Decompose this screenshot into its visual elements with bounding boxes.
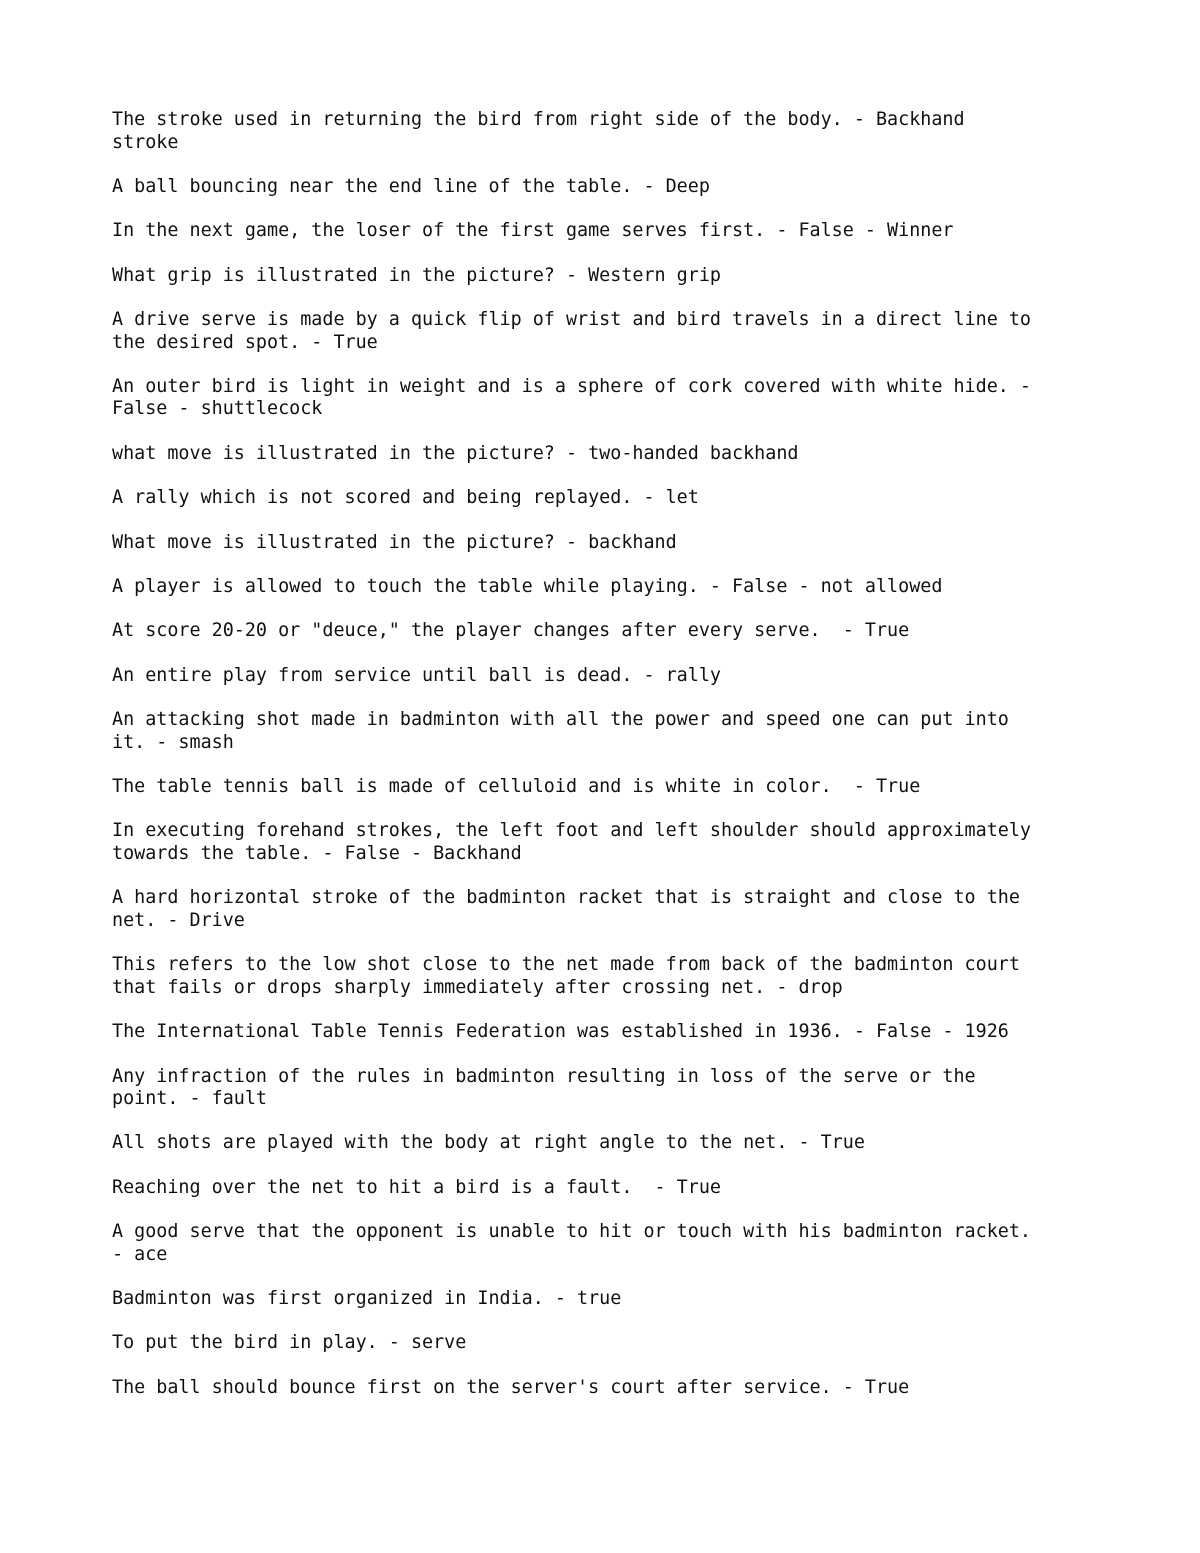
qa-entry: Reaching over the net to hit a bird is a fault. - True (112, 1176, 721, 1198)
qa-entry: In the next game, the loser of the first game serves first. - False - Winner (112, 220, 954, 242)
qa-entry: A drive serve is made by a quick flip of wrist and bird travels in a direct line to the desired spot. - True (112, 309, 1031, 353)
qa-entry: what move is illustrated in the picture? - two-handed backhand (112, 442, 799, 464)
qa-entry: All shots are played with the body at right angle to the net. - True (112, 1132, 865, 1154)
qa-entry: The table tennis ball is made of celluloid and is white in color. - True (112, 776, 921, 798)
qa-entry: This refers to the low shot close to the net made from back of the badminton court that fails or drops sharply immediately after crossing net. - drop (112, 954, 1020, 998)
qa-entry: A player is allowed to touch the table while playing. - False - not allowed (112, 576, 943, 598)
qa-entry: The stroke used in returning the bird from right side of the body. - Backhand stroke (112, 109, 965, 153)
qa-entry: What grip is illustrated in the picture? - Western grip (112, 264, 721, 286)
qa-entry: An outer bird is light in weight and is a sphere of cork covered with white hide. - False - shuttlecock (112, 375, 1031, 420)
qa-entry: To put the bird in play. - serve (112, 1332, 467, 1354)
qa-entry: A rally which is not scored and being replayed. - let (112, 487, 699, 509)
qa-entry: The ball should bounce first on the server's court after service. - True (112, 1376, 910, 1398)
qa-entry: An attacking shot made in badminton with all the power and speed one can put into it. - smash (112, 709, 1009, 753)
qa-entry: Any infraction of the rules in badminton resulting in loss of the serve or the point. - fault (112, 1065, 976, 1110)
qa-entry: An entire play from service until ball is dead. - rally (112, 664, 721, 686)
qa-entry: In executing forehand strokes, the left foot and left shoulder should approximately towards the table. - False - Backhand (112, 820, 1031, 864)
qa-entry: What move is illustrated in the picture? - backhand (112, 531, 677, 553)
qa-entry: At score 20-20 or "deuce," the player changes after every serve. - True (112, 620, 910, 642)
qa-entry: A hard horizontal stroke of the badminton racket that is straight and close to the net. - Drive (112, 887, 1020, 931)
qa-entry: A ball bouncing near the end line of the table. - Deep (112, 175, 710, 197)
qa-entry: Badminton was first organized in India. - true (112, 1288, 622, 1310)
qa-entry: The International Table Tennis Federation was established in 1936. - False - 1926 (112, 1021, 1009, 1043)
qa-entry: A good serve that the opponent is unable to hit or touch with his badminton racket. - ace (112, 1221, 1031, 1265)
document-page (112, 109, 1102, 1421)
